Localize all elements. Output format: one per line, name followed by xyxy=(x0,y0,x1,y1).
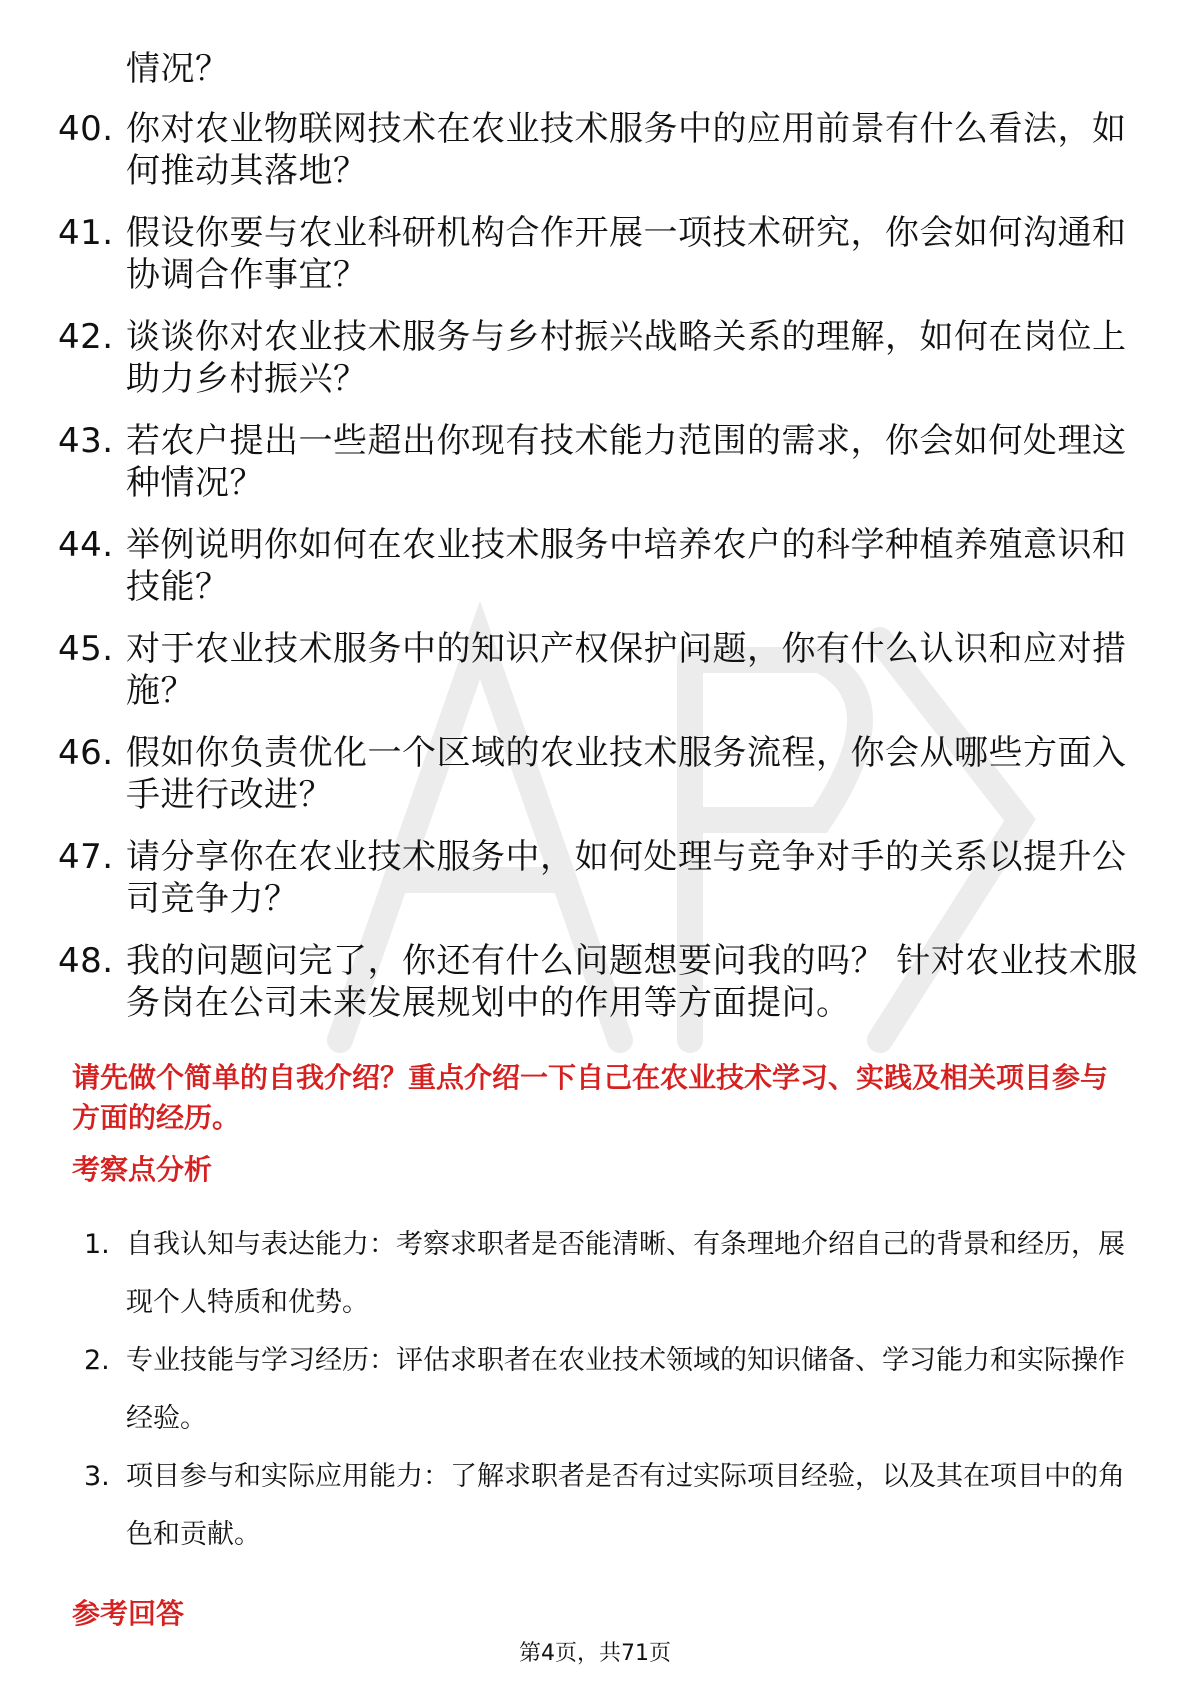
question-text: 我的问题问完了，你还有什么问题想要问我的吗？ 针对农业技术服务岗在公司未来发展规划中的作用等方面提问。 xyxy=(126,941,1138,1023)
question-text: 谈谈你对农业技术服务与乡村振兴战略关系的理解，如何在岗位上助力乡村振兴？ xyxy=(126,317,1127,399)
analysis-point-2 xyxy=(84,1332,1134,1448)
question-item-40 xyxy=(58,108,1138,192)
page-footer: 第4页，共71页 xyxy=(519,1641,671,1666)
question-number: 42. xyxy=(58,317,114,357)
question-text: 举例说明你如何在农业技术服务中培养农户的科学种植养殖意识和技能？ xyxy=(126,525,1127,607)
question-text: 你对农业物联网技术在农业技术服务中的应用前景有什么看法，如何推动其落地？ xyxy=(126,109,1127,191)
point-text: 自我认知与表达能力：考察求职者是否能清晰、有条理地介绍自己的背景和经历，展现个人特质和优势。 xyxy=(126,1229,1125,1318)
question-list xyxy=(58,48,1138,1044)
question-item-44 xyxy=(58,524,1138,608)
point-text: 专业技能与学习经历：评估求职者在农业技术领域的知识储备、学习能力和实际操作经验。 xyxy=(126,1345,1125,1434)
question-item-43 xyxy=(58,420,1138,504)
point-number: 2. xyxy=(84,1345,110,1376)
question-item-46 xyxy=(58,732,1138,816)
question-number: 46. xyxy=(58,733,114,773)
question-text: 情况？ xyxy=(126,49,230,89)
question-text: 对于农业技术服务中的知识产权保护问题，你有什么认识和应对措施？ xyxy=(126,629,1127,711)
question-number: 40. xyxy=(58,109,114,149)
point-number: 3. xyxy=(84,1461,110,1492)
point-text: 项目参与和实际应用能力：了解求职者是否有过实际项目经验，以及其在项目中的角色和贡献。 xyxy=(126,1461,1125,1550)
question-number: 44. xyxy=(58,525,114,565)
analysis-point-1 xyxy=(84,1216,1134,1332)
question-number: 45. xyxy=(58,629,114,669)
question-text: 假如你负责优化一个区域的农业技术服务流程，你会从哪些方面入手进行改进？ xyxy=(126,733,1127,815)
question-number: 48. xyxy=(58,941,114,981)
question-item-47 xyxy=(58,836,1138,920)
analysis-heading: 考察点分析 xyxy=(72,1153,213,1186)
question-text: 若农户提出一些超出你现有技术能力范围的需求，你会如何处理这种情况？ xyxy=(126,421,1127,503)
question-item-45 xyxy=(58,628,1138,712)
question-item-41 xyxy=(58,212,1138,296)
analysis-point-3 xyxy=(84,1448,1134,1564)
reference-answer-heading: 参考回答 xyxy=(72,1597,185,1630)
point-number: 1. xyxy=(84,1229,110,1260)
question-item-42 xyxy=(58,316,1138,400)
question-text: 请分享你在农业技术服务中，如何处理与竞争对手的关系以提升公司竞争力？ xyxy=(126,837,1127,919)
question-item-48 xyxy=(58,940,1138,1024)
analysis-point-list xyxy=(84,1216,1134,1564)
question-number: 47. xyxy=(58,837,114,877)
question-headline: 请先做个简单的自我介绍？重点介绍一下自己在农业技术学习、实践及相关项目参与方面的经历。 xyxy=(72,1061,1109,1134)
question-number: 43. xyxy=(58,421,114,461)
list-item-continuation xyxy=(58,48,1138,90)
question-text: 假设你要与农业科研机构合作开展一项技术研究，你会如何沟通和协调合作事宜？ xyxy=(126,213,1127,295)
question-number: 41. xyxy=(58,213,114,253)
